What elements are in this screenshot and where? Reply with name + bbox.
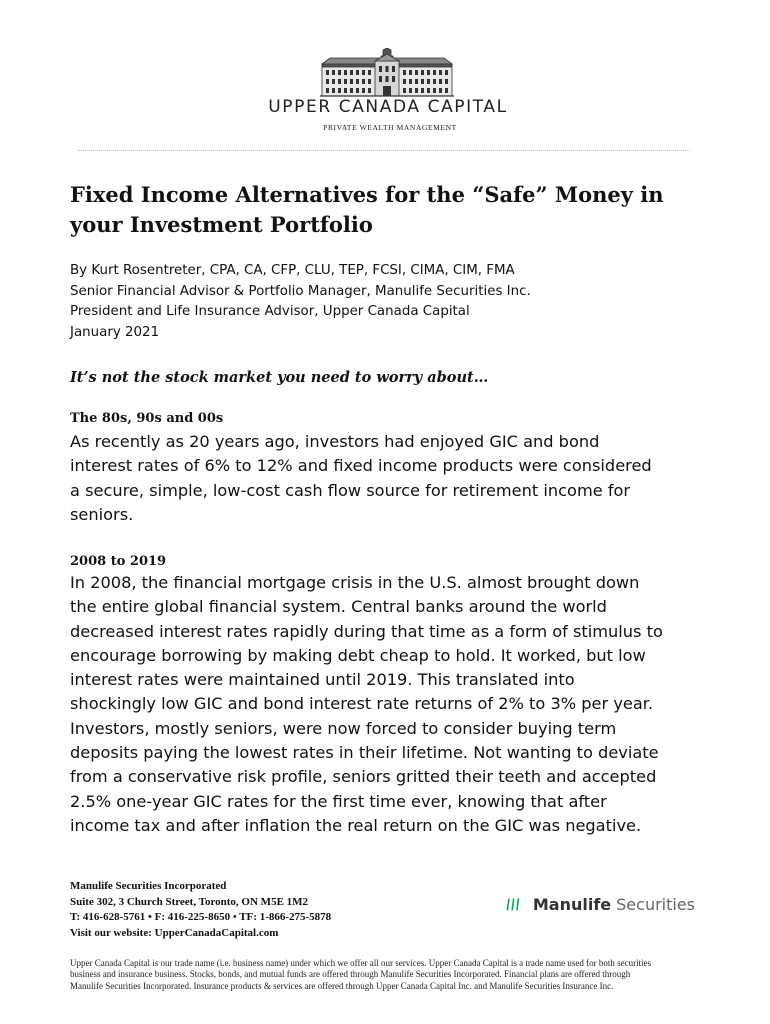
brand-tagline: PRIVATE WEALTH MANAGEMENT — [323, 123, 457, 132]
body-line: As recently as 20 years ago, investors had enjoyed GIC and bond — [70, 432, 600, 451]
document-title — [70, 180, 690, 240]
body-line: the entire global financial system. Central banks around the world — [70, 597, 607, 617]
manulife-wordmark — [533, 895, 695, 914]
section-body — [70, 430, 710, 527]
section-heading: 2008 to 2019 — [70, 554, 167, 569]
body-line: a secure, simple, low-cost cash flow source for retirement income for — [70, 480, 631, 500]
disclaimer-line: Upper Canada Capital is our trade name (i.e. business name) under which we offer all our services. Upper Canada Capital is a trade name used for both securities — [70, 958, 652, 968]
manulife-word: Manulife — [532, 894, 612, 914]
author-byline — [70, 261, 710, 343]
footer-company: Manulife Securities Incorporated — [70, 880, 227, 892]
manulife-securities-logo — [505, 892, 695, 916]
section-heading: The 80s, 90s and 00s — [70, 411, 224, 426]
byline-author: By Kurt Rosentreter, CPA, CA, CFP, CLU, TEP, FCSI, CIMA, CIM, FMA — [70, 263, 515, 278]
body-line: 2.5% one-year GIC rates for the first time ever, knowing that after — [70, 791, 607, 811]
body-line: income tax and after inflation the real return on the GIC was negative. — [70, 815, 642, 835]
building-illustration-icon — [320, 48, 454, 98]
brand-name: UPPER CANADA CAPITAL — [268, 97, 508, 117]
body-line: In 2008, the financial mortgage crisis in the U.S. almost brought down — [70, 573, 640, 592]
body-line: shockingly low GIC and bond interest rate returns of 2% to 3% per year. — [70, 694, 654, 714]
legal-disclaimer — [70, 958, 710, 992]
securities-word: Securities — [616, 894, 695, 914]
disclaimer-line: Manulife Securities Incorporated. Insurance products & services are offered through Upper Canada Capital Inc. and Manulife Securities Insurance Inc. — [70, 980, 614, 991]
body-line: decreased interest rates rapidly during that time as a form of stimulus to — [70, 621, 663, 641]
header-divider — [78, 150, 690, 151]
byline-date: January 2021 — [70, 324, 160, 340]
body-line: from a conservative risk profile, seniors gritted their teeth and accepted — [70, 767, 657, 787]
byline-role: President and Life Insurance Advisor, Upper Canada Capital — [70, 304, 470, 319]
byline-role: Senior Financial Advisor & Portfolio Manager, Manulife Securities Inc. — [70, 283, 531, 299]
body-line: Investors, mostly seniors, were now forced to consider buying term — [70, 718, 617, 738]
title-line: your Investment Portfolio — [70, 212, 373, 237]
footer-phones: T: 416-628-5761 • F: 416-225-8650 • TF: 1-866-275-5878 — [70, 911, 332, 923]
section-body — [70, 571, 710, 838]
footer-address: Suite 302, 3 Church Street, Toronto, ON M5E 1M2 — [70, 895, 309, 908]
body-line: interest rates were maintained until 2019. This translated into — [70, 670, 575, 690]
body-line: interest rates of 6% to 12% and fixed income products were considered — [70, 456, 652, 476]
body-line: deposits paying the lowest rates in their lifetime. Not wanting to deviate — [70, 743, 659, 763]
manulife-stripes-icon — [505, 894, 521, 914]
disclaimer-line: business and insurance business. Stocks, bonds, and mutual funds are offered through Manulife Securities Incorporated. Financial plans are offered through — [70, 969, 631, 980]
footer-contact — [70, 879, 470, 941]
body-line: seniors. — [70, 504, 134, 524]
footer-website-link[interactable]: Visit our website: UpperCanadaCapital.com — [70, 926, 279, 939]
document-subtitle: It’s not the stock market you need to worry about… — [70, 369, 489, 386]
body-line: encourage borrowing by making debt cheap to hold. It worked, but low — [70, 645, 646, 665]
title-line: Fixed Income Alternatives for the “Safe” Money in — [70, 182, 664, 207]
